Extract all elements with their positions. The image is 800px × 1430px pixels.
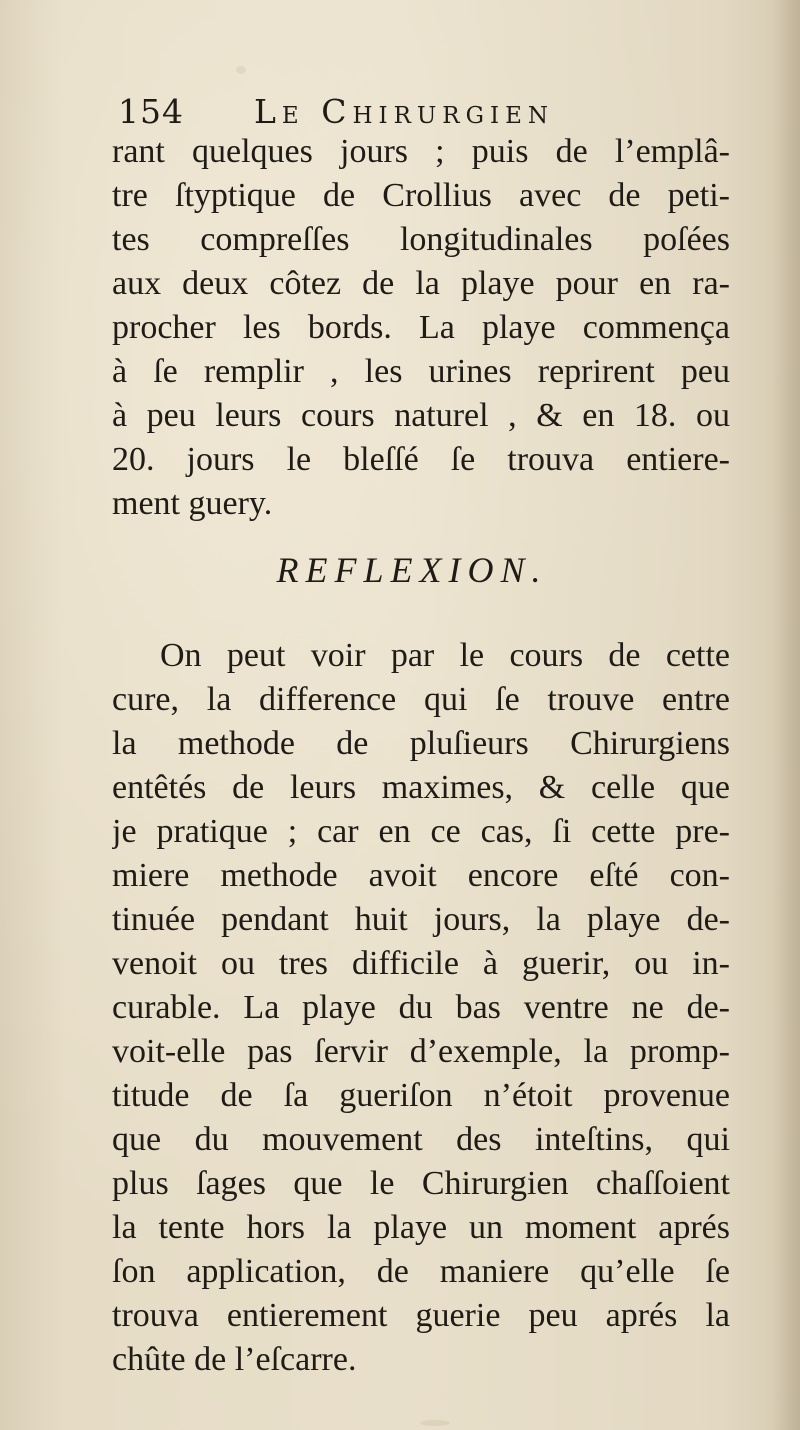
text-line: venoit ou tres difficile à guerir, ou in- <box>112 945 730 982</box>
text-line: la tente hors la playe un moment aprés <box>112 1209 730 1246</box>
text-line: tre ſtyptique de Crollius avec de peti- <box>112 177 730 214</box>
text-line: la methode de pluſieurs Chirurgiens <box>112 725 730 762</box>
text-line: titude de ſa gueriſon n’étoit provenue <box>112 1077 730 1114</box>
text-line: miere methode avoit encore eſté con- <box>112 857 730 894</box>
paper-stain <box>420 1420 450 1426</box>
paper-stain <box>236 66 246 74</box>
page-number: 154 <box>118 92 184 131</box>
text-line: 20. jours le bleſſé ſe trouva entiere- <box>112 441 730 478</box>
text-line: voit-elle pas ſervir d’exemple, la promp- <box>112 1033 730 1070</box>
text-line: je pratique ; car en ce cas, ſi cette pre- <box>112 813 730 850</box>
text-line: ment guery. <box>112 485 273 522</box>
text-line: à peu leurs cours naturel , & en 18. ou <box>112 397 730 434</box>
text-line: aux deux côtez de la playe pour en ra- <box>112 265 730 302</box>
page-edge-shadow <box>772 0 800 1430</box>
text-line: tes compreſſes longitudinales poſées <box>112 221 730 258</box>
text-line: rant quelques jours ; puis de l’emplâ- <box>112 133 730 170</box>
section-heading: REFLEXION. <box>276 550 548 590</box>
text-line: entêtés de leurs maximes, & celle que <box>112 769 730 806</box>
text-line: chûte de l’eſcarre. <box>112 1341 357 1378</box>
text-line: procher les bords. La playe commença <box>112 309 730 346</box>
text-line: plus ſages que le Chirurgien chaſſoient <box>112 1165 730 1202</box>
paragraph-2 <box>112 634 730 1382</box>
running-title: Le Chirurgien <box>254 92 554 131</box>
text-line: tinuée pendant huit jours, la playe de- <box>112 901 730 938</box>
text-line: curable. La playe du bas ventre ne de- <box>112 989 730 1026</box>
text-line: ſon application, de maniere qu’elle ſe <box>112 1253 730 1290</box>
text-line: On peut voir par le cours de cette <box>160 637 730 674</box>
text-line: que du mouvement des inteſtins, qui <box>112 1121 730 1158</box>
text-line: cure, la difference qui ſe trouve entre <box>112 681 730 718</box>
text-line: à ſe remplir , les urines reprirent peu <box>112 353 730 390</box>
text-line: trouva entierement guerie peu aprés la <box>112 1297 730 1334</box>
paragraph-1 <box>112 130 730 526</box>
